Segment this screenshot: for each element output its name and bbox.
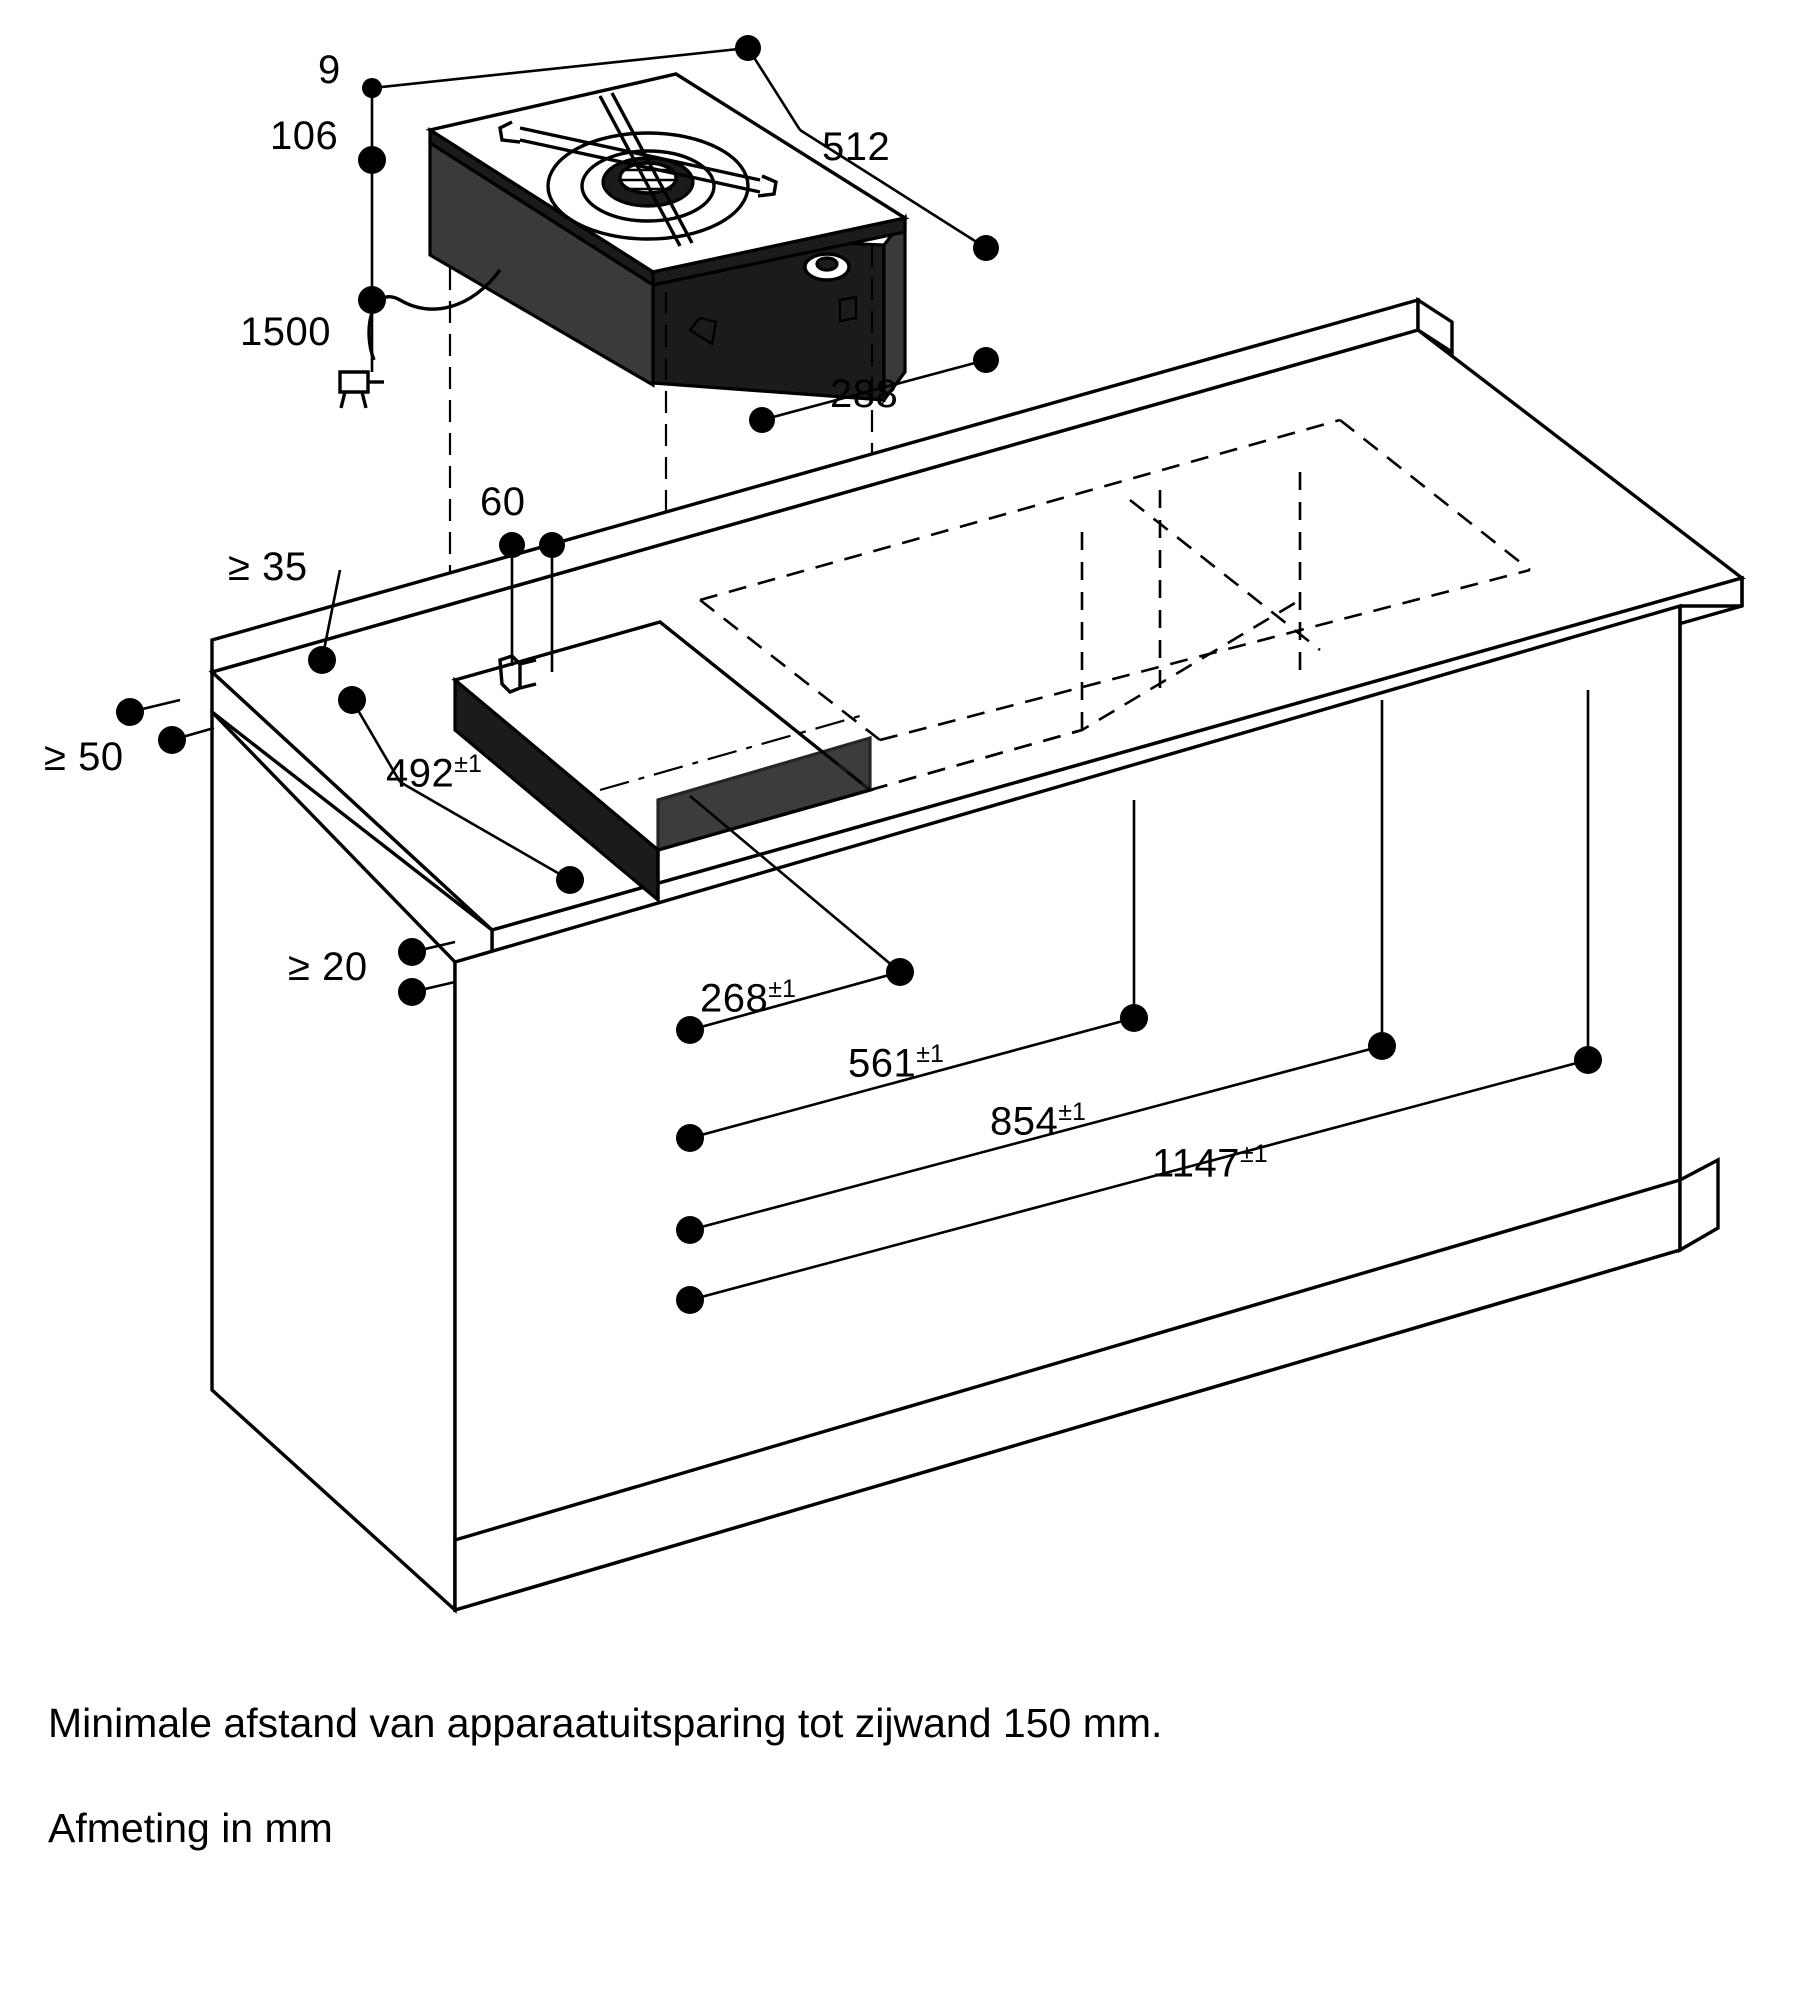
dimension-label-106: 106	[270, 114, 339, 158]
note-units: Afmeting in mm	[48, 1805, 333, 1851]
dimension-value-1147: 1147	[1152, 1141, 1241, 1186]
dimension-label-min50: ≥ 50	[44, 735, 124, 779]
dimension-value-492: 492	[386, 751, 455, 796]
dimension-label-min20: ≥ 20	[288, 945, 368, 989]
dimension-label-561	[848, 1040, 944, 1086]
dimension-value-268: 268	[700, 976, 769, 1021]
dimension-tolerance-854: ±1	[1058, 1098, 1086, 1126]
dimension-label-492	[386, 750, 482, 796]
dimension-label-512: 512	[822, 125, 891, 169]
worktop-cabinet	[212, 300, 1742, 1610]
dimension-label-min35: ≥ 35	[228, 545, 308, 589]
dimension-label-268	[700, 975, 796, 1021]
power-plug-icon	[340, 372, 384, 408]
dimension-label-1147	[1152, 1140, 1268, 1186]
dimension-value-854: 854	[990, 1099, 1059, 1144]
dimension-tolerance-268: ±1	[768, 975, 796, 1003]
dimension-tolerance-492: ±1	[454, 750, 482, 778]
dimension-label-854	[990, 1098, 1086, 1144]
dimension-value-561: 561	[848, 1041, 917, 1086]
dimension-label-288: 288	[830, 372, 899, 416]
dimension-label-60: 60	[480, 480, 526, 524]
dimension-label-9: 9	[318, 48, 341, 92]
dimension-tolerance-561: ±1	[916, 1040, 944, 1068]
note-min-distance: Minimale afstand van apparaatuitsparing tot zijwand 150 mm.	[48, 1700, 1163, 1746]
dimension-label-1500: 1500	[240, 310, 331, 354]
dimension-tolerance-1147: ±1	[1240, 1140, 1268, 1168]
appliance-body	[340, 74, 905, 408]
